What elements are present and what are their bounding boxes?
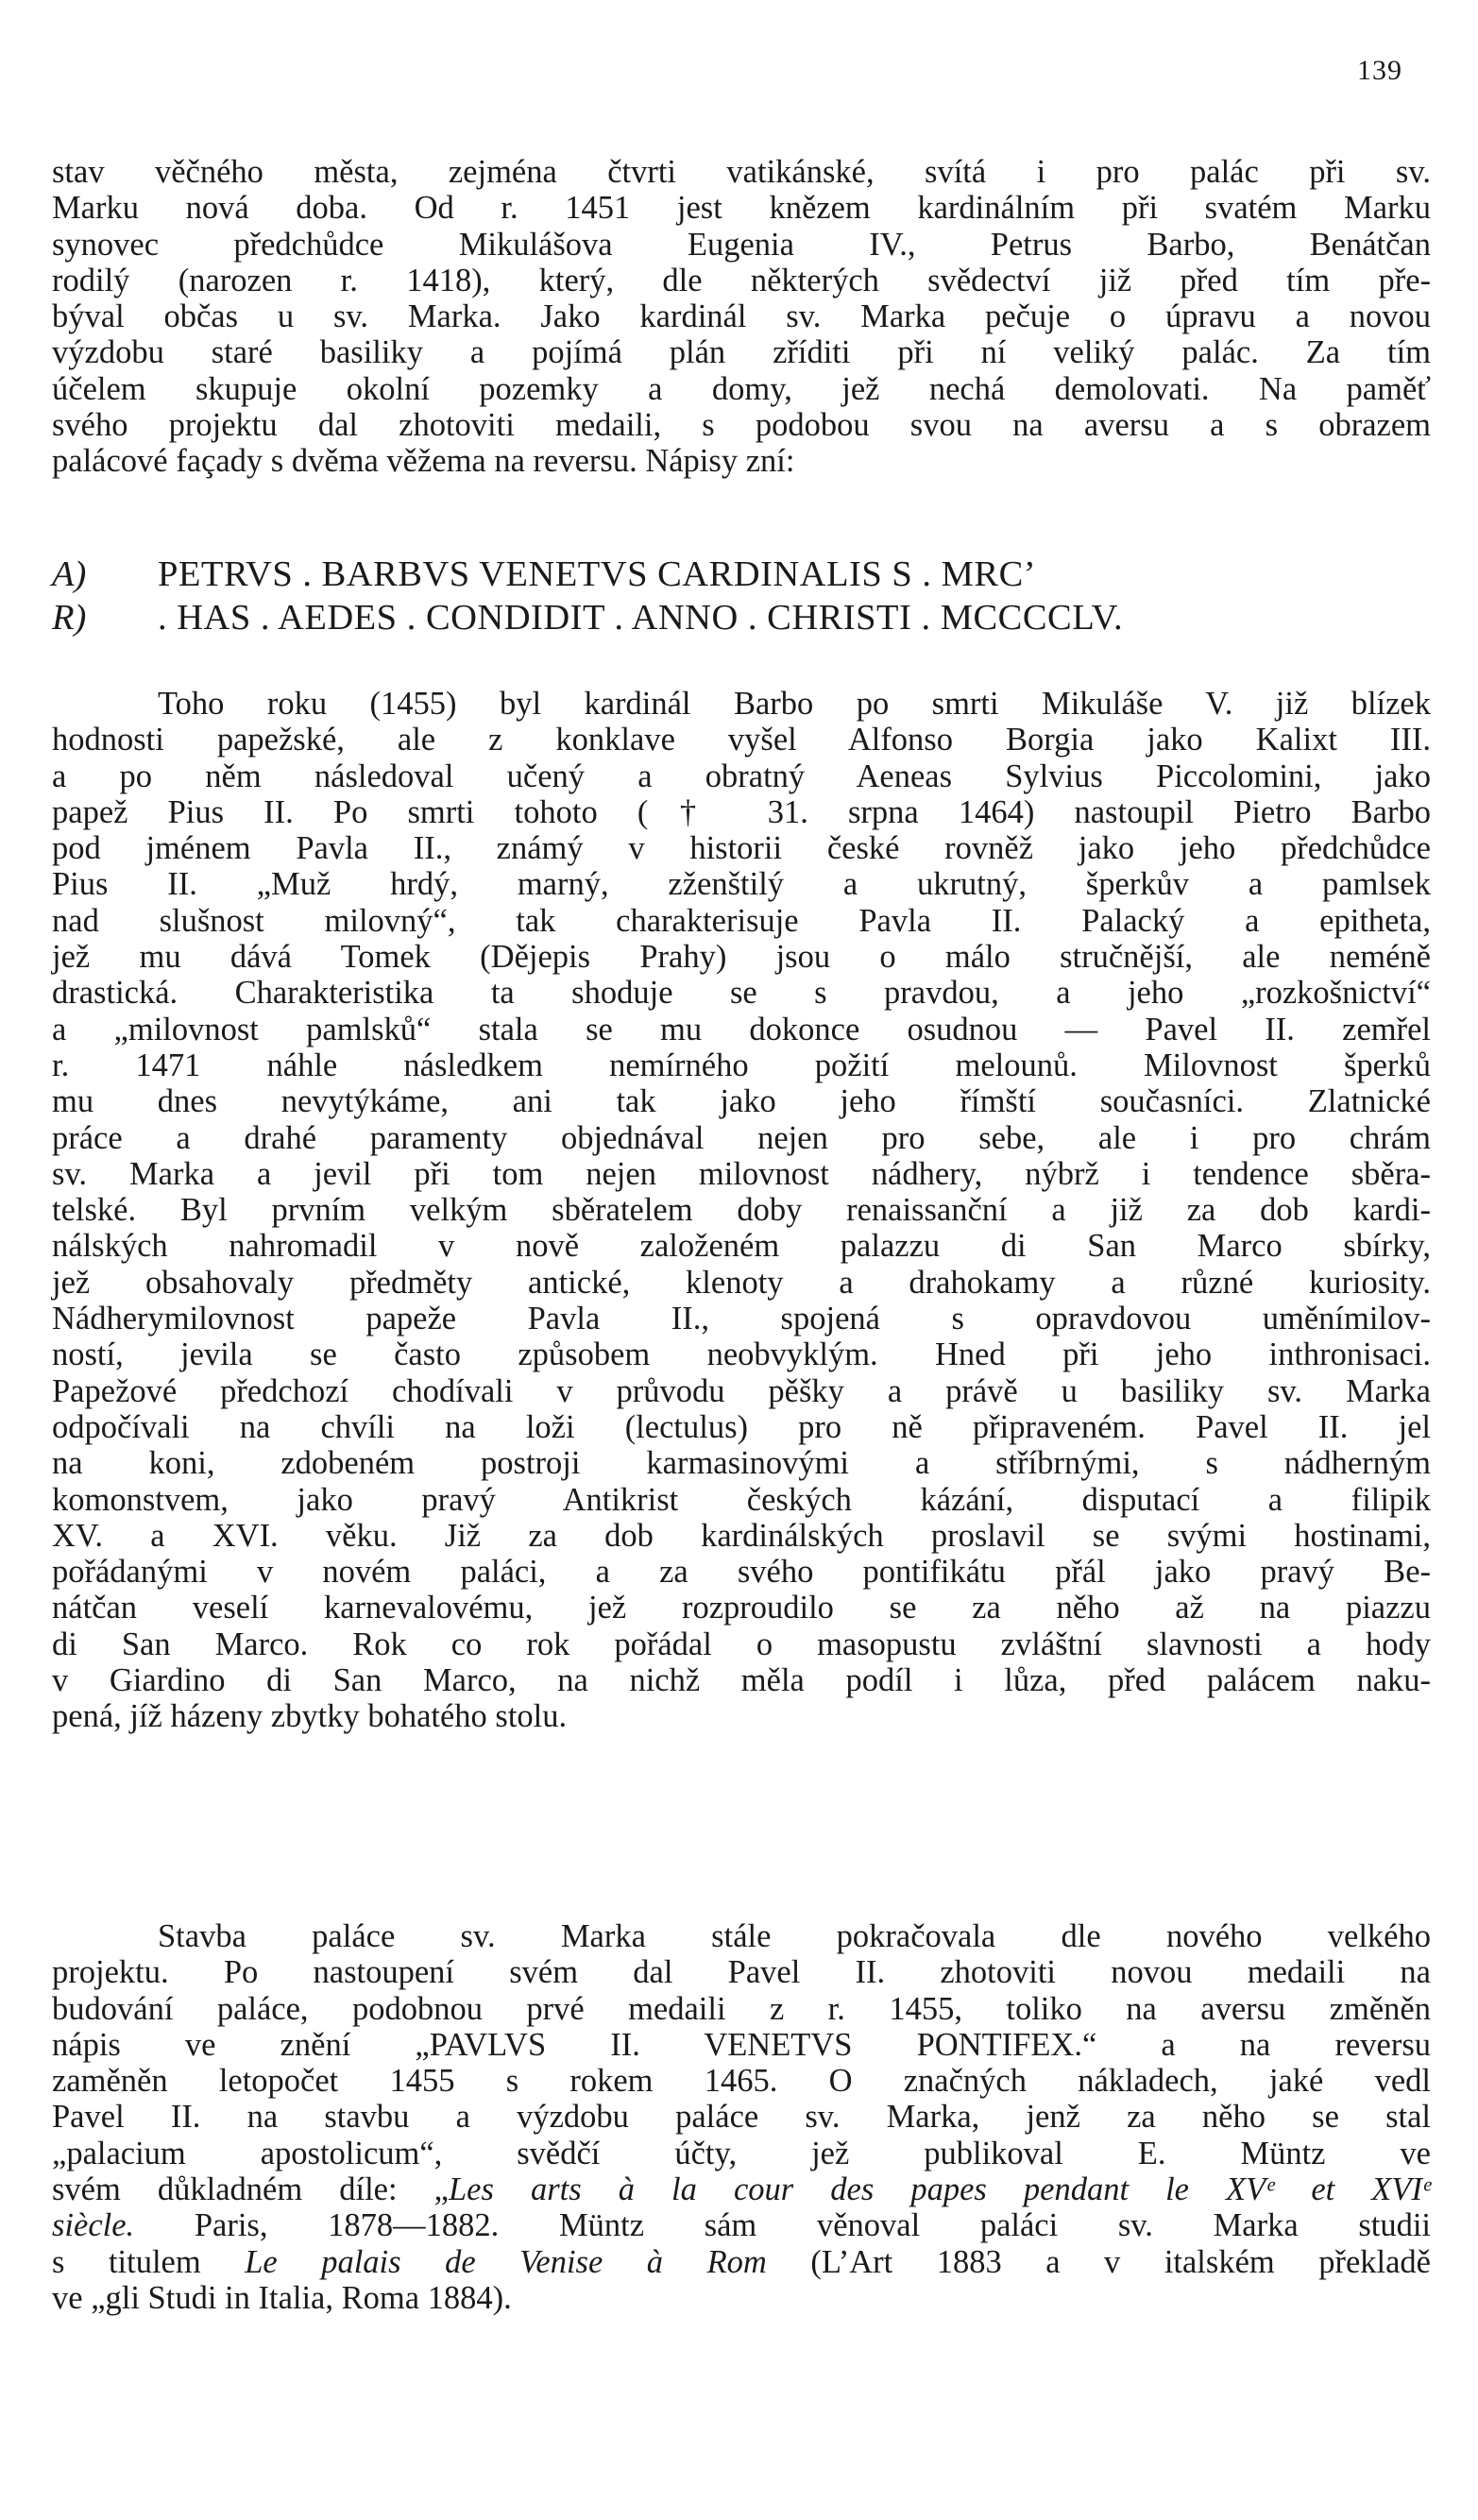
text-line: budování paláce, podobnou prvé medaili z r. 1455, toliko na aversu změněn	[52, 1990, 1431, 2027]
text-line: Marku nová doba. Od r. 1451 jest knězem kardinálním při svatém Marku	[52, 190, 1431, 227]
text-line: ností, jevila se často způsobem neobvyklým. Hned při jeho inthronisaci.	[52, 1337, 1431, 1373]
inscription-reverse	[52, 596, 1431, 639]
text-fragment: Paris, 1878—1882. Müntz sám věnoval paláci sv. Marka studii	[134, 2207, 1431, 2244]
text-fragment: s titulem	[52, 2243, 246, 2280]
text-line: synovec předchůdce Mikulášova Eugenia IV., Petrus Barbo, Benátčan	[52, 226, 1431, 263]
inscription-label: R)	[52, 598, 87, 638]
text-line: býval občas u sv. Marka. Jako kardinál sv. Marka pečuje o úpravu a novou	[52, 298, 1431, 335]
text-line: pod jménem Pavla II., známý v historii české rovněž jako jeho předchůdce	[52, 830, 1431, 867]
text-line: Toho roku (1455) byl kardinál Barbo po smrti Mikuláše V. již blízek	[158, 686, 1431, 722]
inscription-label: A)	[52, 554, 87, 594]
text-fragment: svém důkladném díle: „	[52, 2171, 449, 2208]
text-line: telské. Byl prvním velkým sběratelem doby renaissanční a již za dob kardi-	[52, 1192, 1431, 1229]
text-line: výzdobu staré basiliky a pojímá plán zříditi při ní veliký palác. Za tím	[52, 334, 1431, 371]
text-line: nad slušnost milovný“, tak charakterisuje Pavla II. Palacký a epitheta,	[52, 902, 1431, 939]
text-line: a po něm následoval učený a obratný Aeneas Sylvius Piccolomini, jako	[52, 758, 1431, 794]
text-line: stav věčného města, zejména čtvrti vatikánské, svítá i pro palác při sv.	[52, 154, 1431, 190]
paragraph-2	[52, 686, 1431, 1735]
page-number: 139	[1357, 55, 1402, 86]
paragraph-3	[52, 1918, 1431, 2316]
text-line: zaměněn letopočet 1455 s rokem 1465. O značných nákladech, jaké vedl	[52, 2063, 1431, 2100]
text-line	[52, 2244, 1431, 2280]
inscription-text: . HAS . AEDES . CONDIDIT . ANNO . CHRISTI . MCCCCLV.	[158, 598, 1124, 638]
text-fragment: (L’Art 1883 a v italském překladě	[766, 2243, 1431, 2280]
medal-inscriptions	[52, 553, 1431, 639]
text-line	[52, 2207, 1431, 2243]
text-line: drastická. Charakteristika ta shoduje se s pravdou, a jeho „rozkošnictví“	[52, 975, 1431, 1012]
text-line: pená, jíž házeny zbytky bohatého stolu.	[52, 1698, 568, 1735]
text-line: Pius II. „Muž hrdý, marný, zženštilý a ukrutný, šperkův a pamlsek	[52, 866, 1431, 903]
text-line: Papežové předchozí chodívali v průvodu pěšky a právě u basiliky sv. Marka	[52, 1372, 1431, 1409]
text-line	[52, 2171, 1431, 2207]
text-line: jež mu dává Tomek (Dějepis Prahy) jsou o málo stručnější, ale neméně	[52, 939, 1431, 976]
book-title-italic: siècle.	[52, 2207, 135, 2244]
text-line: práce a drahé paramenty objednával nejen pro sebe, ale i pro chrám	[52, 1119, 1431, 1156]
text-line: hodnosti papežské, ale z konklave vyšel Alfonso Borgia jako Kalixt III.	[52, 722, 1431, 758]
text-line: rodilý (narozen r. 1418), který, dle některých svědectví již před tím pře-	[52, 262, 1431, 298]
text-line: papež Pius II. Po smrti tohoto († 31. srpna 1464) nastoupil Pietro Barbo	[52, 793, 1431, 830]
text-line: odpočívali na chvíli na loži (lectulus) pro ně připraveném. Pavel II. jel	[52, 1408, 1431, 1445]
text-line: XV. a XVI. věku. Již za dob kardinálských proslavil se svými hostinami,	[52, 1517, 1431, 1554]
text-line: a „milovnost pamlsků“ stala se mu dokonce osudnou — Pavel II. zemřel	[52, 1011, 1431, 1047]
inscription-text: PETRVS . BARBVS VENETVS CARDINALIS S . MRC’	[158, 554, 1037, 594]
text-line: nálských nahromadil v nově založeném palazzu di San Marco sbírky,	[52, 1228, 1431, 1265]
text-line: mu dnes nevytýkáme, ani tak jako jeho římští současníci. Zlatnické	[52, 1083, 1431, 1120]
text-line: v Giardino di San Marco, na nichž měla podíl i lůza, před palácem naku-	[52, 1662, 1431, 1699]
text-line: účelem skupuje okolní pozemky a domy, jež nechá demolovati. Na paměť	[52, 370, 1431, 407]
text-line: komonstvem, jako pravý Antikrist českých kázání, disputací a filipik	[52, 1481, 1431, 1518]
text-line: Nádherymilovnost papeže Pavla II., spojená s opravdovou uměnímilov-	[52, 1301, 1431, 1337]
text-line: sv. Marka a jevil při tom nejen milovnost nádhery, nýbrž i tendence sběra-	[52, 1155, 1431, 1192]
text-line: na koni, zdobeném postroji karmasinovými a stříbrnými, s nádherným	[52, 1445, 1431, 1482]
text-line: ve „gli Studi in Italia, Roma 1884).	[52, 2279, 512, 2316]
text-line: „palacium apostolicum“, svědčí účty, jež publikoval E. Müntz ve	[52, 2135, 1431, 2171]
text-line: r. 1471 náhle následkem nemírného požití melounů. Milovnost šperků	[52, 1047, 1431, 1083]
inscription-averse	[52, 553, 1431, 596]
text-line: nápis ve znění „PAVLVS II. VENETVS PONTIFEX.“ a na reversu	[52, 2026, 1431, 2063]
text-line: palácové façady s dvěma věžema na reversu. Nápisy zní:	[52, 443, 795, 480]
text-line: svého projektu dal zhotoviti medaili, s podobou svou na aversu a s obrazem	[52, 407, 1431, 444]
text-line: di San Marco. Rok co rok pořádal o masopustu zvláštní slavnosti a hody	[52, 1626, 1431, 1662]
paragraph-1	[52, 154, 1431, 480]
text-line: Pavel II. na stavbu a výzdobu paláce sv. Marka, jenž za něho se stal	[52, 2099, 1431, 2136]
text-line: jež obsahovaly předměty antické, klenoty a drahokamy a různé kuriosity.	[52, 1264, 1431, 1301]
study-title-italic: Le palais de Venise à Rom	[245, 2243, 767, 2280]
book-title-italic: Les arts à la cour des papes pendant le XVᵉ et XVIᵉ	[448, 2171, 1431, 2208]
text-line: nátčan veselí karnevalovému, jež rozproudilo se za něho až na piazzu	[52, 1590, 1431, 1626]
text-line: projektu. Po nastoupení svém dal Pavel II. zhotoviti novou medaili na	[52, 1954, 1431, 1991]
text-line: pořádanými v novém paláci, a za svého pontifikátu přál jako pravý Be-	[52, 1554, 1431, 1591]
text-line: Stavba paláce sv. Marka stále pokračovala dle nového velkého	[158, 1918, 1431, 1954]
